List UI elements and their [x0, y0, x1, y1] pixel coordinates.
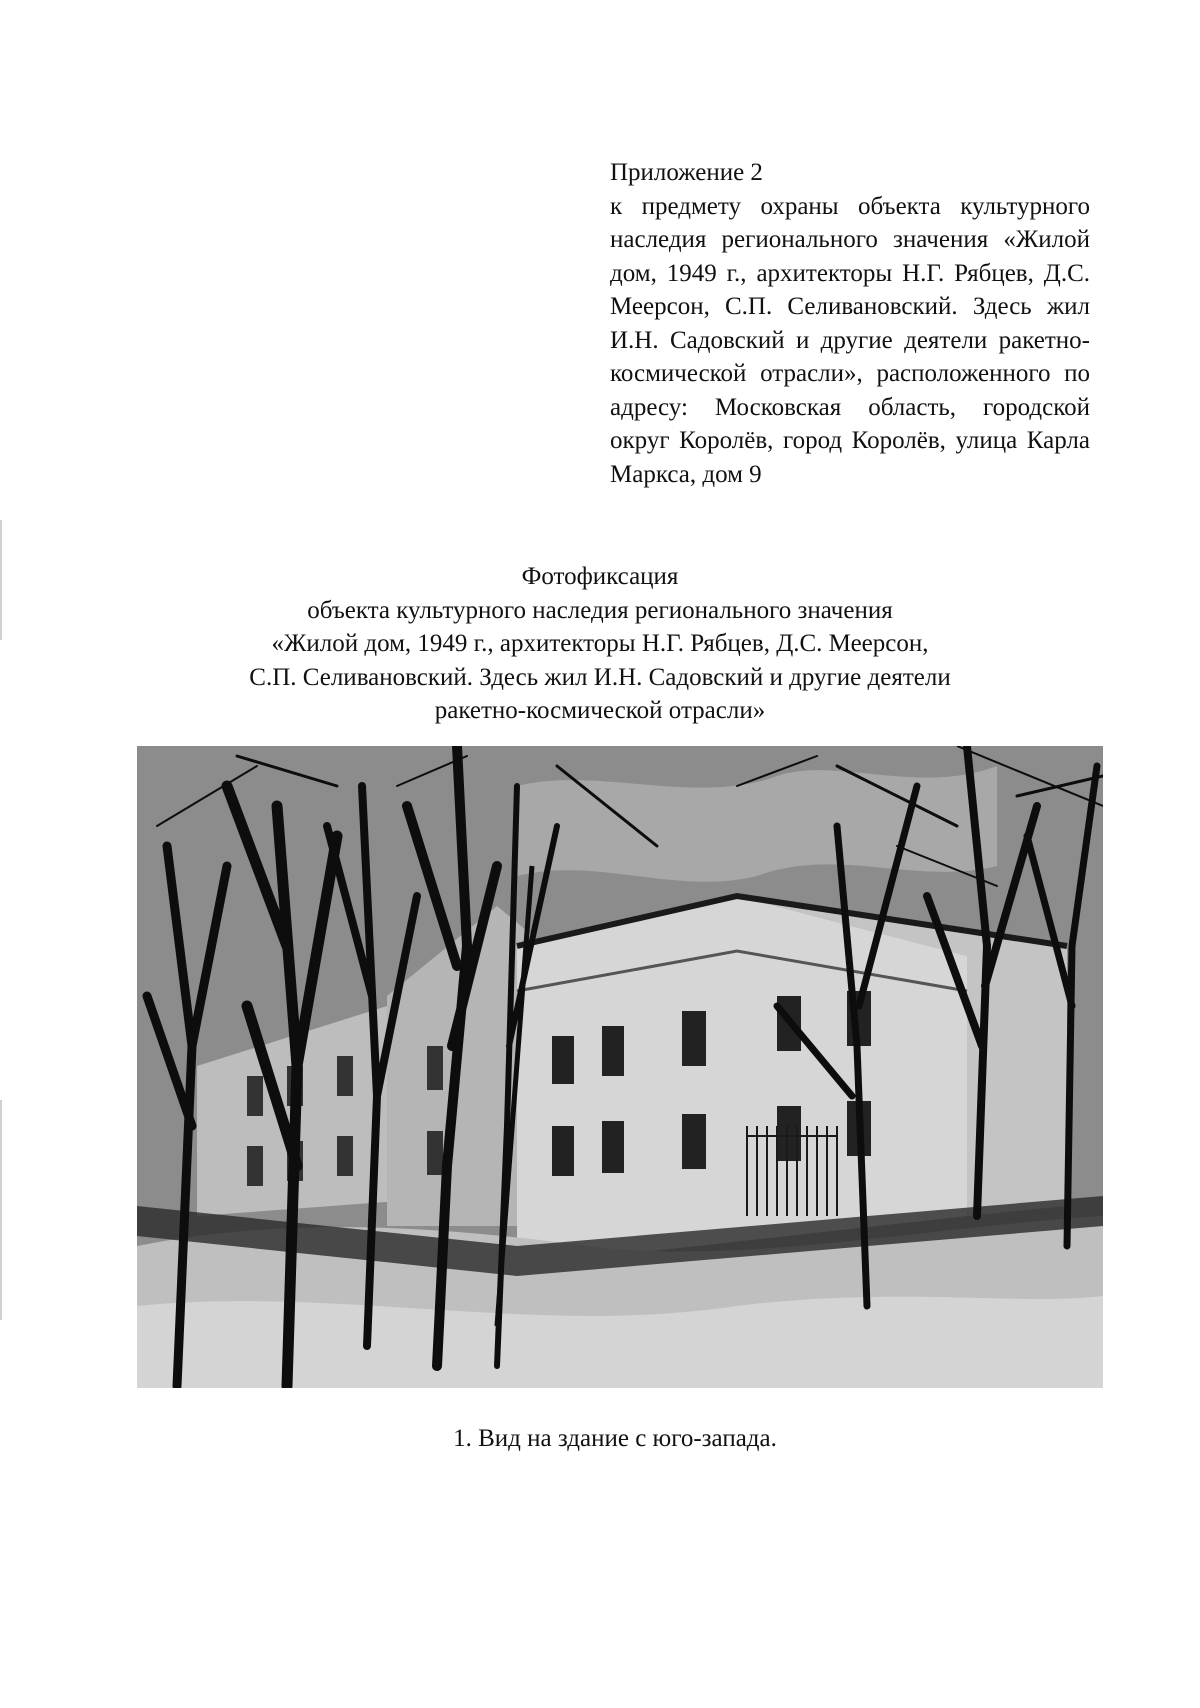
photo-caption: 1. Вид на здание с юго-запада. [453, 1425, 777, 1452]
scan-margin-mark [0, 520, 2, 640]
heading-line-3: «Жилой дом, 1949 г., архитекторы Н.Г. Рябцев, Д.С. Меерсон, [271, 630, 929, 657]
appendix-title: Приложение 2 [610, 159, 763, 186]
heading-line-4: С.П. Селивановский. Здесь жил И.Н. Садовский и другие деятели [249, 663, 951, 691]
building-photo [137, 746, 1103, 1388]
heading-line-5: ракетно-космической отрасли» [434, 697, 766, 724]
appendix-text: к предмету охраны объекта культурного наследия регионального значения «Жилой дом, 1949 г., архитекторы Н.Г. Рябцев, Д.С. Меерсон, С.П. Селивановский. Здесь жил И.Н. Садовский и другие деятели ракетно-космической отрасли», расположенного по адресу: Московская область, городской округ Королёв, город Королёв, улица Карла Маркса, дом 9 [610, 192, 1090, 488]
heading-line-2: объекта культурного наследия регионального значения [307, 596, 893, 624]
document-heading [200, 560, 1000, 728]
scan-margin-mark [0, 1100, 2, 1320]
building-photo-graphic [137, 746, 1103, 1388]
heading-line-1: Фотофиксация [521, 563, 679, 590]
appendix-block [610, 156, 1090, 491]
